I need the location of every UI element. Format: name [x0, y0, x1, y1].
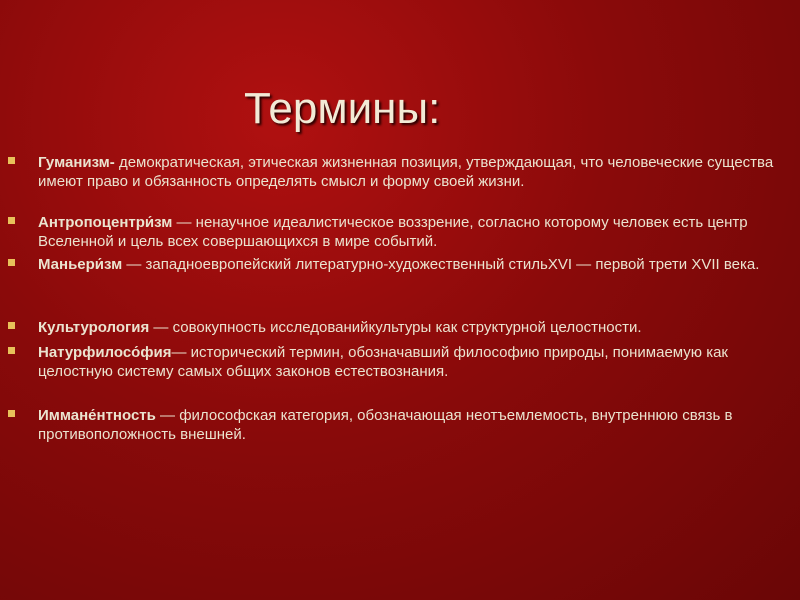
term-item [38, 255, 778, 274]
term-item [38, 343, 778, 381]
term-definition: — философская категория, обозначающая неотъемлемость, внутреннюю связь в противоположность внешней. [38, 407, 733, 443]
term-name: Натурфилосо́фия [38, 344, 172, 361]
bullet-icon [8, 347, 15, 354]
term-item [38, 153, 778, 191]
bullet-icon [8, 217, 15, 224]
term-definition: демократическая, этическая жизненная позиция, утверждающая, что человеческие существа имеют право и обязанность определять смысл и форму своей жизни. [38, 154, 774, 190]
bullet-icon [8, 157, 15, 164]
term-definition: — исторический термин, обозначавший философию природы, понимаемую как целостную систему самых общих законов естествознания. [38, 344, 728, 380]
term-name: Маньери́зм [38, 256, 123, 273]
term-item [38, 406, 778, 444]
bullet-icon [8, 322, 15, 329]
bullet-icon [8, 259, 15, 266]
term-item [38, 318, 778, 337]
term-name: Антропоцентри́зм [38, 214, 173, 231]
slide-title: Термины: [244, 84, 441, 133]
term-item [38, 213, 778, 251]
term-name: Гуманизм- [38, 154, 115, 171]
term-definition: — западноевропейский литературно-художественный стильXVI — первой трети XVII века. [122, 256, 760, 273]
term-name: Иммане́нтность [38, 407, 156, 424]
bullet-icon [8, 410, 15, 417]
term-name: Культурология [38, 319, 150, 336]
term-definition: — ненаучное идеалистическое воззрение, согласно которому человек есть центр Вселенной и цель всех совершающихся в мире событий. [38, 214, 748, 250]
term-definition: — совокупность исследованийкультуры как структурной целостности. [149, 319, 642, 336]
